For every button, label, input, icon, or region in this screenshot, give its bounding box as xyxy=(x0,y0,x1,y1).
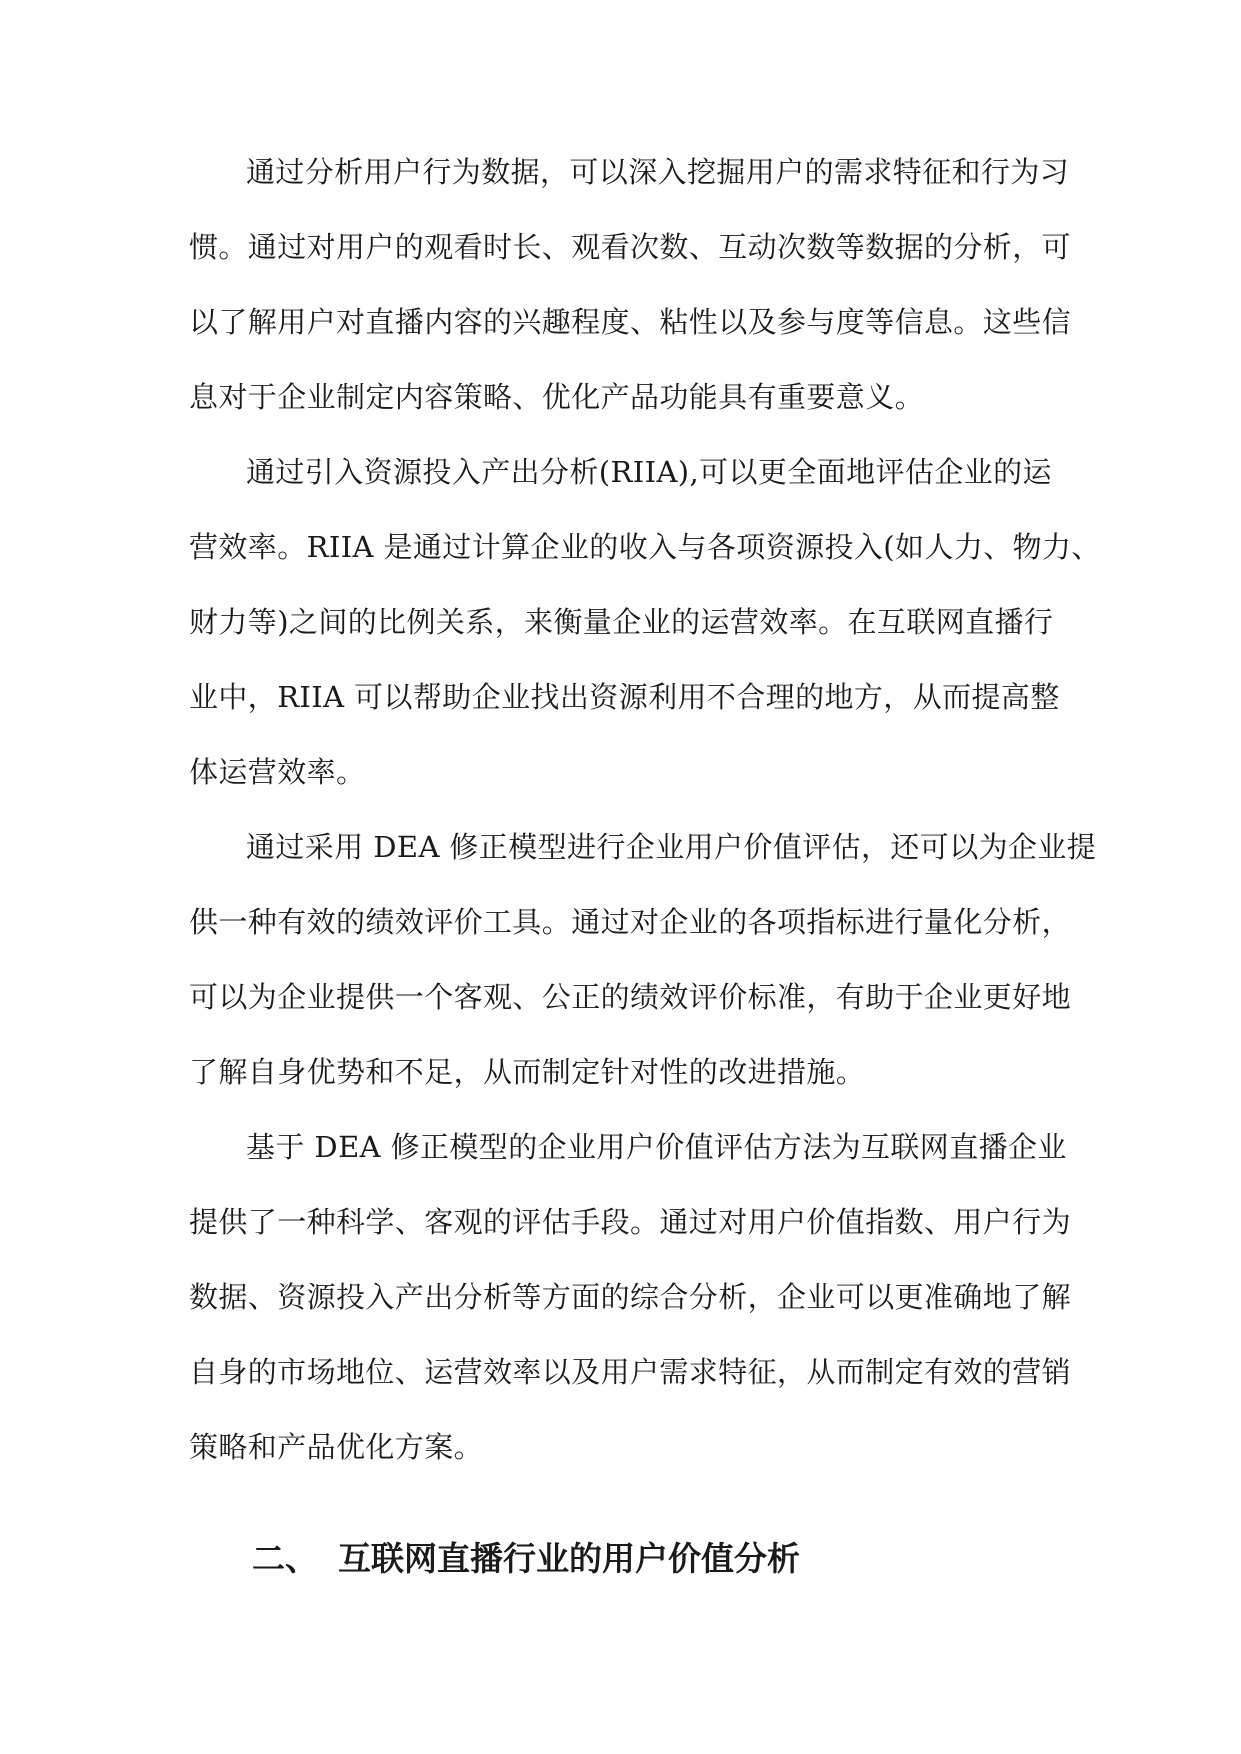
paragraph-3-line-3: 可以为企业提供一个客观、公正的绩效评价标准，有助于企业更好地 xyxy=(189,980,1072,1014)
paragraph-2-line-1: 通过引入资源投入产出分析(RIIA),可以更全面地评估企业的运 xyxy=(246,455,1052,489)
section-number: 二、 xyxy=(252,1539,318,1578)
paragraph-3-line-2: 供一种有效的绩效评价工具。通过对企业的各项指标进行量化分析， xyxy=(189,905,1072,939)
paragraph-2-line-5: 体运营效率。 xyxy=(189,755,366,789)
paragraph-3-line-4: 了解自身优势和不足，从而制定针对性的改进措施。 xyxy=(189,1055,866,1089)
paragraph-2-line-2: 营效率。RIIA 是通过计算企业的收入与各项资源投入(如人力、物力、 xyxy=(189,530,1101,564)
paragraph-2-line-3: 财力等)之间的比例关系，来衡量企业的运营效率。在互联网直播行 xyxy=(189,605,1054,639)
paragraph-1-line-2: 惯。通过对用户的观看时长、观看次数、互动次数等数据的分析，可 xyxy=(189,230,1072,264)
paragraph-2-line-4: 业中，RIIA 可以帮助企业找出资源利用不合理的地方，从而提高整 xyxy=(189,680,1060,714)
section-heading xyxy=(252,1537,972,1581)
paragraph-1-line-3: 以了解用户对直播内容的兴趣程度、粘性以及参与度等信息。这些信 xyxy=(189,305,1072,339)
paragraph-4-line-1: 基于 DEA 修正模型的企业用户价值评估方法为互联网直播企业 xyxy=(246,1130,1067,1164)
section-title: 互联网直播行业的用户价值分析 xyxy=(338,1539,800,1578)
paragraph-4-line-5: 策略和产品优化方案。 xyxy=(189,1430,484,1464)
paragraph-1-line-4: 息对于企业制定内容策略、优化产品功能具有重要意义。 xyxy=(189,380,925,414)
paragraph-1-line-1: 通过分析用户行为数据，可以深入挖掘用户的需求特征和行为习 xyxy=(246,155,1070,189)
paragraph-4-line-3: 数据、资源投入产出分析等方面的综合分析，企业可以更准确地了解 xyxy=(189,1280,1072,1314)
paragraph-4-line-4: 自身的市场地位、运营效率以及用户需求特征，从而制定有效的营销 xyxy=(189,1355,1072,1389)
paragraph-3-line-1: 通过采用 DEA 修正模型进行企业用户价值评估，还可以为企业提 xyxy=(246,830,1097,864)
paragraph-4-line-2: 提供了一种科学、客观的评估手段。通过对用户价值指数、用户行为 xyxy=(189,1205,1072,1239)
